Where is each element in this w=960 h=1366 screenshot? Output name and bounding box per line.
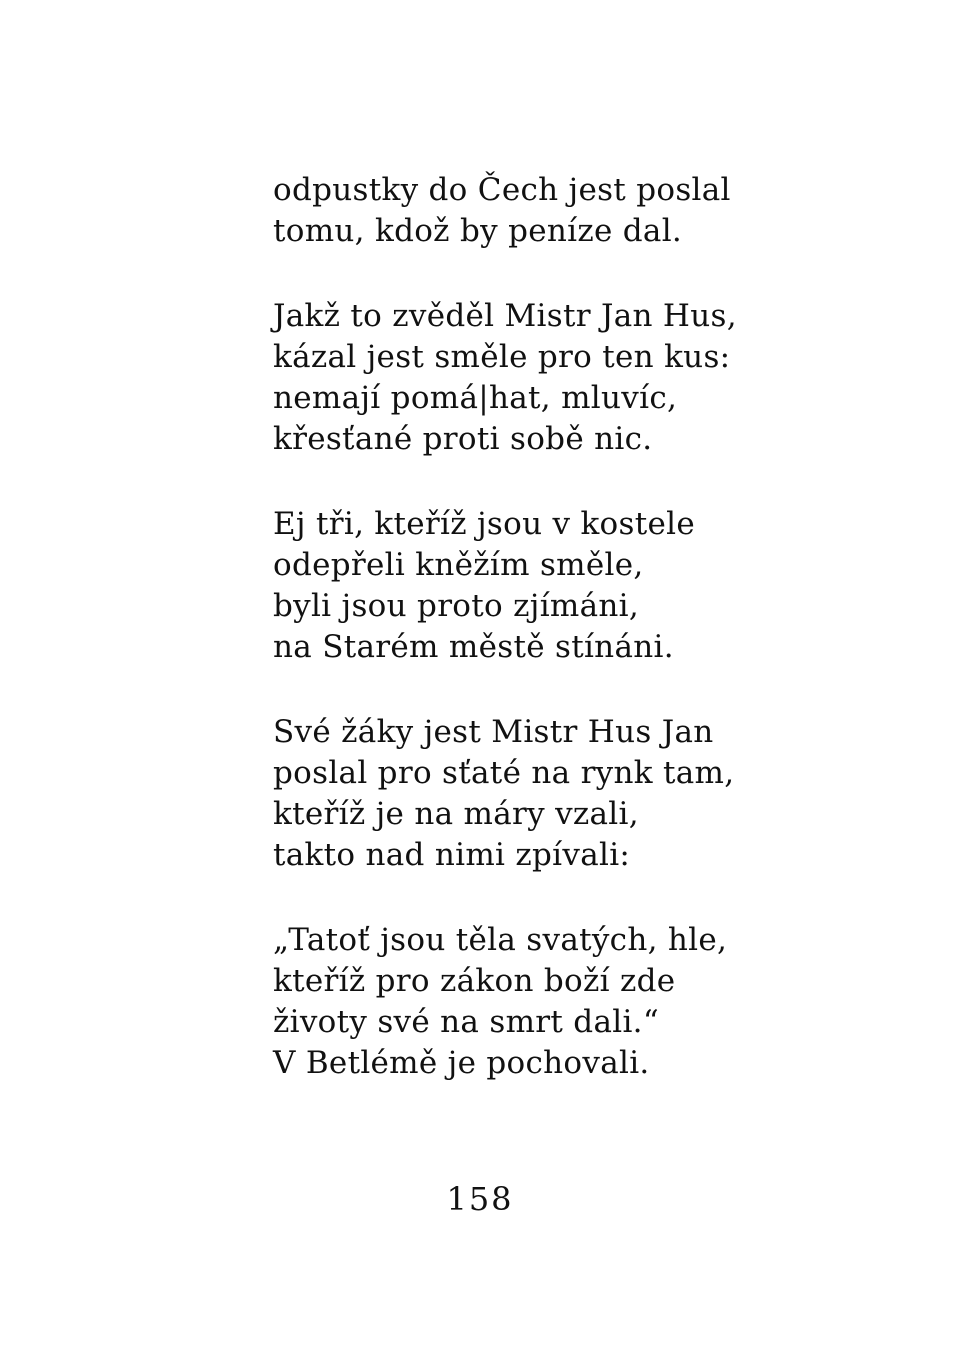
- stanza: [273, 170, 733, 252]
- poem-line: takto nad nimi zpívali:: [273, 837, 631, 873]
- poem-line: odepřeli kněžím směle,: [273, 547, 644, 583]
- poem-line: V Betlémě je pochovali.: [273, 1045, 650, 1081]
- page-number: 158: [446, 1180, 514, 1218]
- poem-line: odpustky do Čech jest poslal: [273, 172, 731, 208]
- poem-line: na Starém městě stínáni.: [273, 629, 674, 665]
- poem-line: křesťané proti sobě nic.: [273, 421, 653, 457]
- stanza: [273, 920, 733, 1084]
- stanza: [273, 296, 737, 460]
- poem-line: tomu, kdož by peníze dal.: [273, 213, 683, 249]
- poem-line: „Tatoť jsou těla svatých, hle,: [273, 922, 728, 958]
- poem-line: Jakž to zvěděl Mistr Jan Hus,: [273, 298, 737, 334]
- stanza: [273, 712, 733, 876]
- stanza: [273, 504, 733, 668]
- poem-line: Své žáky jest Mistr Hus Jan: [273, 714, 714, 750]
- poem-line: kázal jest směle pro ten kus:: [273, 339, 731, 375]
- poem-text: [273, 170, 737, 1128]
- poem-line: kteříž pro zákon boží zde: [273, 963, 676, 999]
- poem-line: poslal pro sťaté na rynk tam,: [273, 755, 735, 791]
- poem-line: kteříž je na máry vzali,: [273, 796, 639, 832]
- poem-line: byli jsou proto zjímáni,: [273, 588, 640, 624]
- poem-line: nemají pomá|hat, mluvíc,: [273, 380, 678, 416]
- poem-line: životy své na smrt dali.“: [273, 1004, 659, 1040]
- poem-line: Ej tři, kteříž jsou v kostele: [273, 506, 695, 542]
